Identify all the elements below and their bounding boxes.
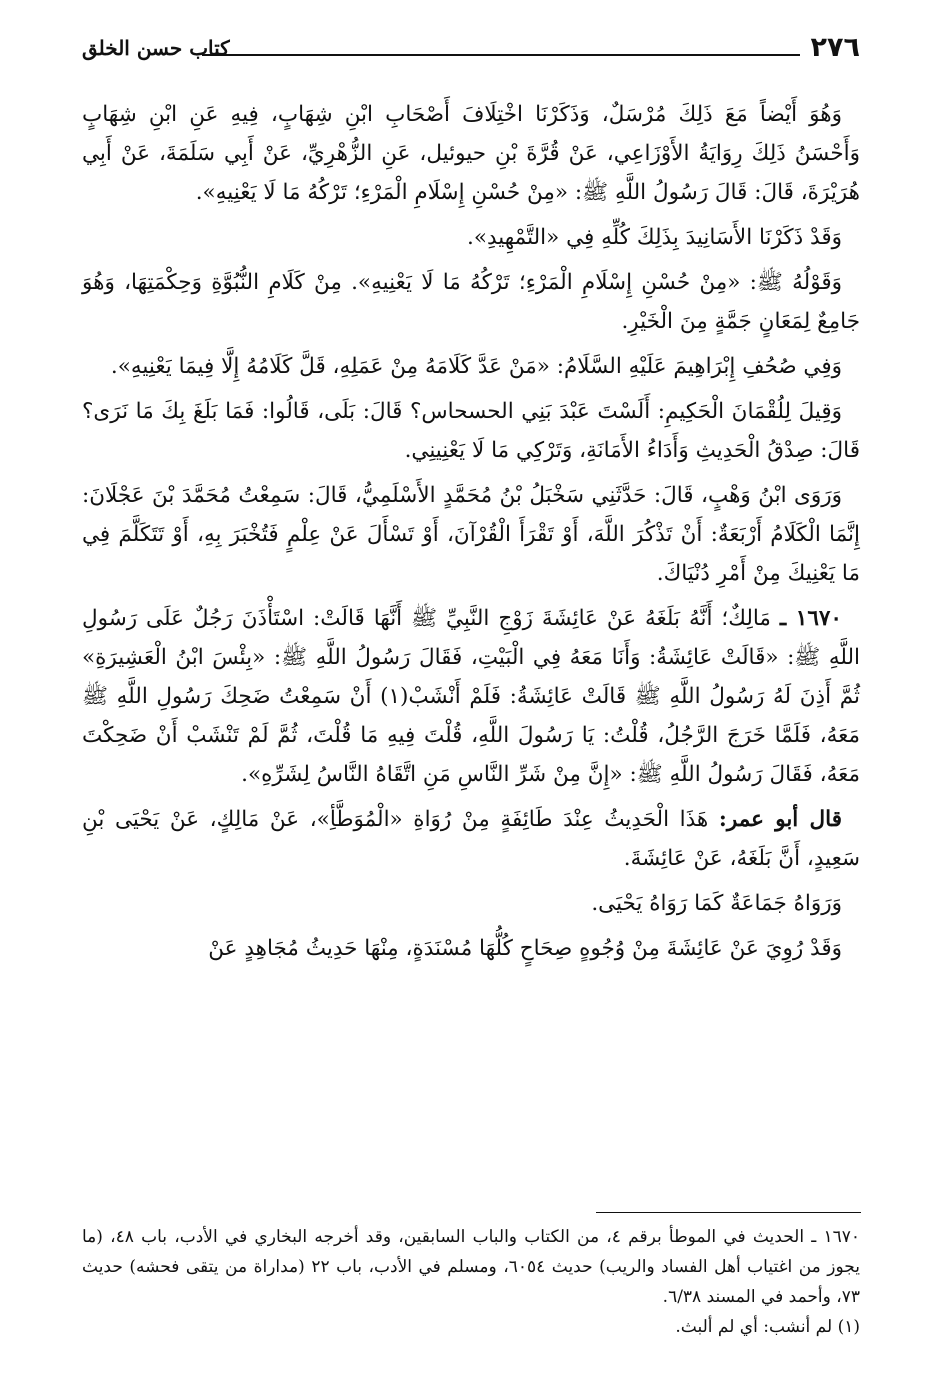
main-text — [82, 95, 860, 974]
paragraph: وَرَوَى ابْنُ وَهْبٍ، قَالَ: حَدَّثَنِي سَخْبَلُ بْنُ مُحَمَّدٍ الأَسْلَمِيُّ، قَالَ: سَمِعْتُ مُحَمَّدَ بْنَ عَجْلَانَ: إِنَّمَا الْكَلَامُ أَرْبَعَةٌ: أَنْ تَذْكُرَ اللَّهَ، أَوْ تَقْرَأَ الْقُرْآنَ، أَوْ تَسْأَلَ عَنْ عِلْمٍ فَتُخْبَرَ بِهِ، أَوْ تَتَكَلَّمَ فِي مَا يَعْنِيكَ مِنْ أَمْرِ دُنْيَاكَ. — [82, 483, 860, 586]
footnote-1: (١) لم أنشب: أي لم ألبث. — [675, 1317, 860, 1337]
paragraph: وَقَدْ ذَكَرْنَا الأَسَانِيدَ بِذَلِكَ كُلِّهِ فِي «التَّمْهِيدِ». — [466, 225, 842, 250]
paragraph: وَقِيلَ لِلُقْمَانَ الْحَكِيمِ: أَلَسْتَ عَبْدَ بَنِي الحسحاس؟ قَالَ: بَلَى، قَالُوا: فَمَا بَلَغَ بِكَ مَا نَرَى؟ قَالَ: صِدْقُ الْحَدِيثِ وَأَدَاءُ الأَمَانَةِ، وَتَرْكِي مَا لَا يَعْنِينِي. — [82, 399, 860, 463]
header-rule — [202, 54, 800, 56]
page-header — [82, 28, 860, 72]
commentary-label: قال أبو عمر: — [718, 807, 842, 832]
commentary-text: هَذَا الْحَدِيثُ عِنْدَ طَائِفَةٍ مِنْ رُوَاةِ «الْمُوَطَّأِ»، عَنْ مَالِكٍ، عَنْ يَحْيَى بْنِ سَعِيدٍ، أَنَّ بَلَغَهُ، عَنْ عَائِشَةَ. — [82, 807, 860, 871]
footnote-divider — [596, 1212, 861, 1213]
paragraph: وَقَدْ رُوِيَ عَنْ عَائِشَةَ مِنْ وُجُوهٍ صِحَاحٍ كُلُّهَا مُسْنَدَةٍ، مِنْهَا حَدِيثُ مُجَاهِدٍ عَنْ — [208, 936, 842, 961]
paragraph: وَقَوْلُهُ ﷺ: «مِنْ حُسْنِ إِسْلَامِ الْمَرْءِ؛ تَرْكُهُ مَا لَا يَعْنِيهِ». مِنْ كَلَامِ النُّبُوَّةِ وَحِكْمَتِهَا، وَهُوَ جَامِعٌ لِمَعَانٍ جَمَّةٍ مِنَ الْخَيْرِ. — [82, 270, 860, 334]
hadith-number: ١٦٧٠ ـ — [779, 606, 842, 631]
hadith-text: مَالِكٌ؛ أَنَّهُ بَلَغَهُ عَنْ عَائِشَةَ زَوْجِ النَّبِيِّ ﷺ أَنَّهَا قَالَتْ: اسْتَأْذَنَ رَجُلٌ عَلَى رَسُولِ اللَّهِ ﷺ: «قَالَتْ عَائِشَةُ: وَأَنَا مَعَهُ فِي الْبَيْتِ، فَقَالَ رَسُولُ اللَّهِ ﷺ: «بِئْسَ ابْنُ الْعَشِيرَةِ» ثُمَّ أَذِنَ لَهُ رَسُولُ اللَّهِ ﷺ قَالَتْ عَائِشَةُ: فَلَمْ أَنْشَبْ(١) أَنْ سَمِعْتُ ضَحِكَ رَسُولِ اللَّهِ ﷺ مَعَهُ، فَلَمَّا خَرَجَ الرَّجُلُ، قُلْتُ: يَا رَسُولَ اللَّهِ، قُلْتَ فِيهِ مَا قُلْتَ، ثُمَّ لَمْ تَنْشَبْ أَنْ ضَحِكْتَ مَعَهُ، فَقَالَ رَسُولُ اللَّهِ ﷺ: «إِنَّ مِنْ شَرِّ النَّاسِ مَنِ اتَّقَاهُ النَّاسُ لِشَرِّهِ». — [82, 606, 860, 787]
book-title: كتاب حسن الخلق — [82, 36, 230, 60]
footnotes — [82, 1222, 860, 1342]
paragraph: وَهُوَ أَيْضاً مَعَ ذَلِكَ مُرْسَلٌ، وَذَكَرْنَا اخْتِلَافَ أَصْحَابِ ابْنِ شِهَابٍ، فِيهِ عَنِ ابْنِ شِهَابٍ وَأَحْسَنُ ذَلِكَ رِوَايَةُ الأَوْزَاعِي، عَنْ قُرَّةَ بْنِ حيوئيل، عَنِ الزُّهْرِيِّ، عَنْ أَبِي سَلَمَةَ، عَنْ أَبِي هُرَيْرَةَ، قَالَ: قَالَ رَسُولُ اللَّهِ ﷺ: «مِنْ حُسْنِ إِسْلَامِ الْمَرْءِ؛ تَرْكُهُ مَا لَا يَعْنِيهِ». — [82, 102, 860, 205]
paragraph: وَرَوَاهُ جَمَاعَةٌ كَمَا رَوَاهُ يَحْيَى. — [591, 891, 842, 916]
page-number: ٢٧٦ — [810, 32, 860, 63]
paragraph: وَفِي صُحُفِ إِبْرَاهِيمَ عَلَيْهِ السَّلَامُ: «مَنْ عَدَّ كَلَامَهُ مِنْ عَمَلِهِ، قَلَّ كَلَامُهُ إِلَّا فِيمَا يَعْنِيهِ». — [110, 354, 842, 379]
commentary-paragraph — [82, 800, 860, 878]
footnote-hadith-source: ١٦٧٠ ـ الحديث في الموطأ برقم ٤، من الكتاب والباب السابقين، وقد أخرجه البخاري في الأدب، باب ٤٨، (ما يجوز من اغتياب أهل الفساد والريب) حديث ٦٠٥٤، ومسلم في الأدب، باب ٢٢ (مداراة من يتقى فحشه) حديث ٧٣، وأحمد في المسند ٦/٣٨. — [82, 1227, 861, 1307]
hadith-paragraph — [82, 599, 860, 794]
